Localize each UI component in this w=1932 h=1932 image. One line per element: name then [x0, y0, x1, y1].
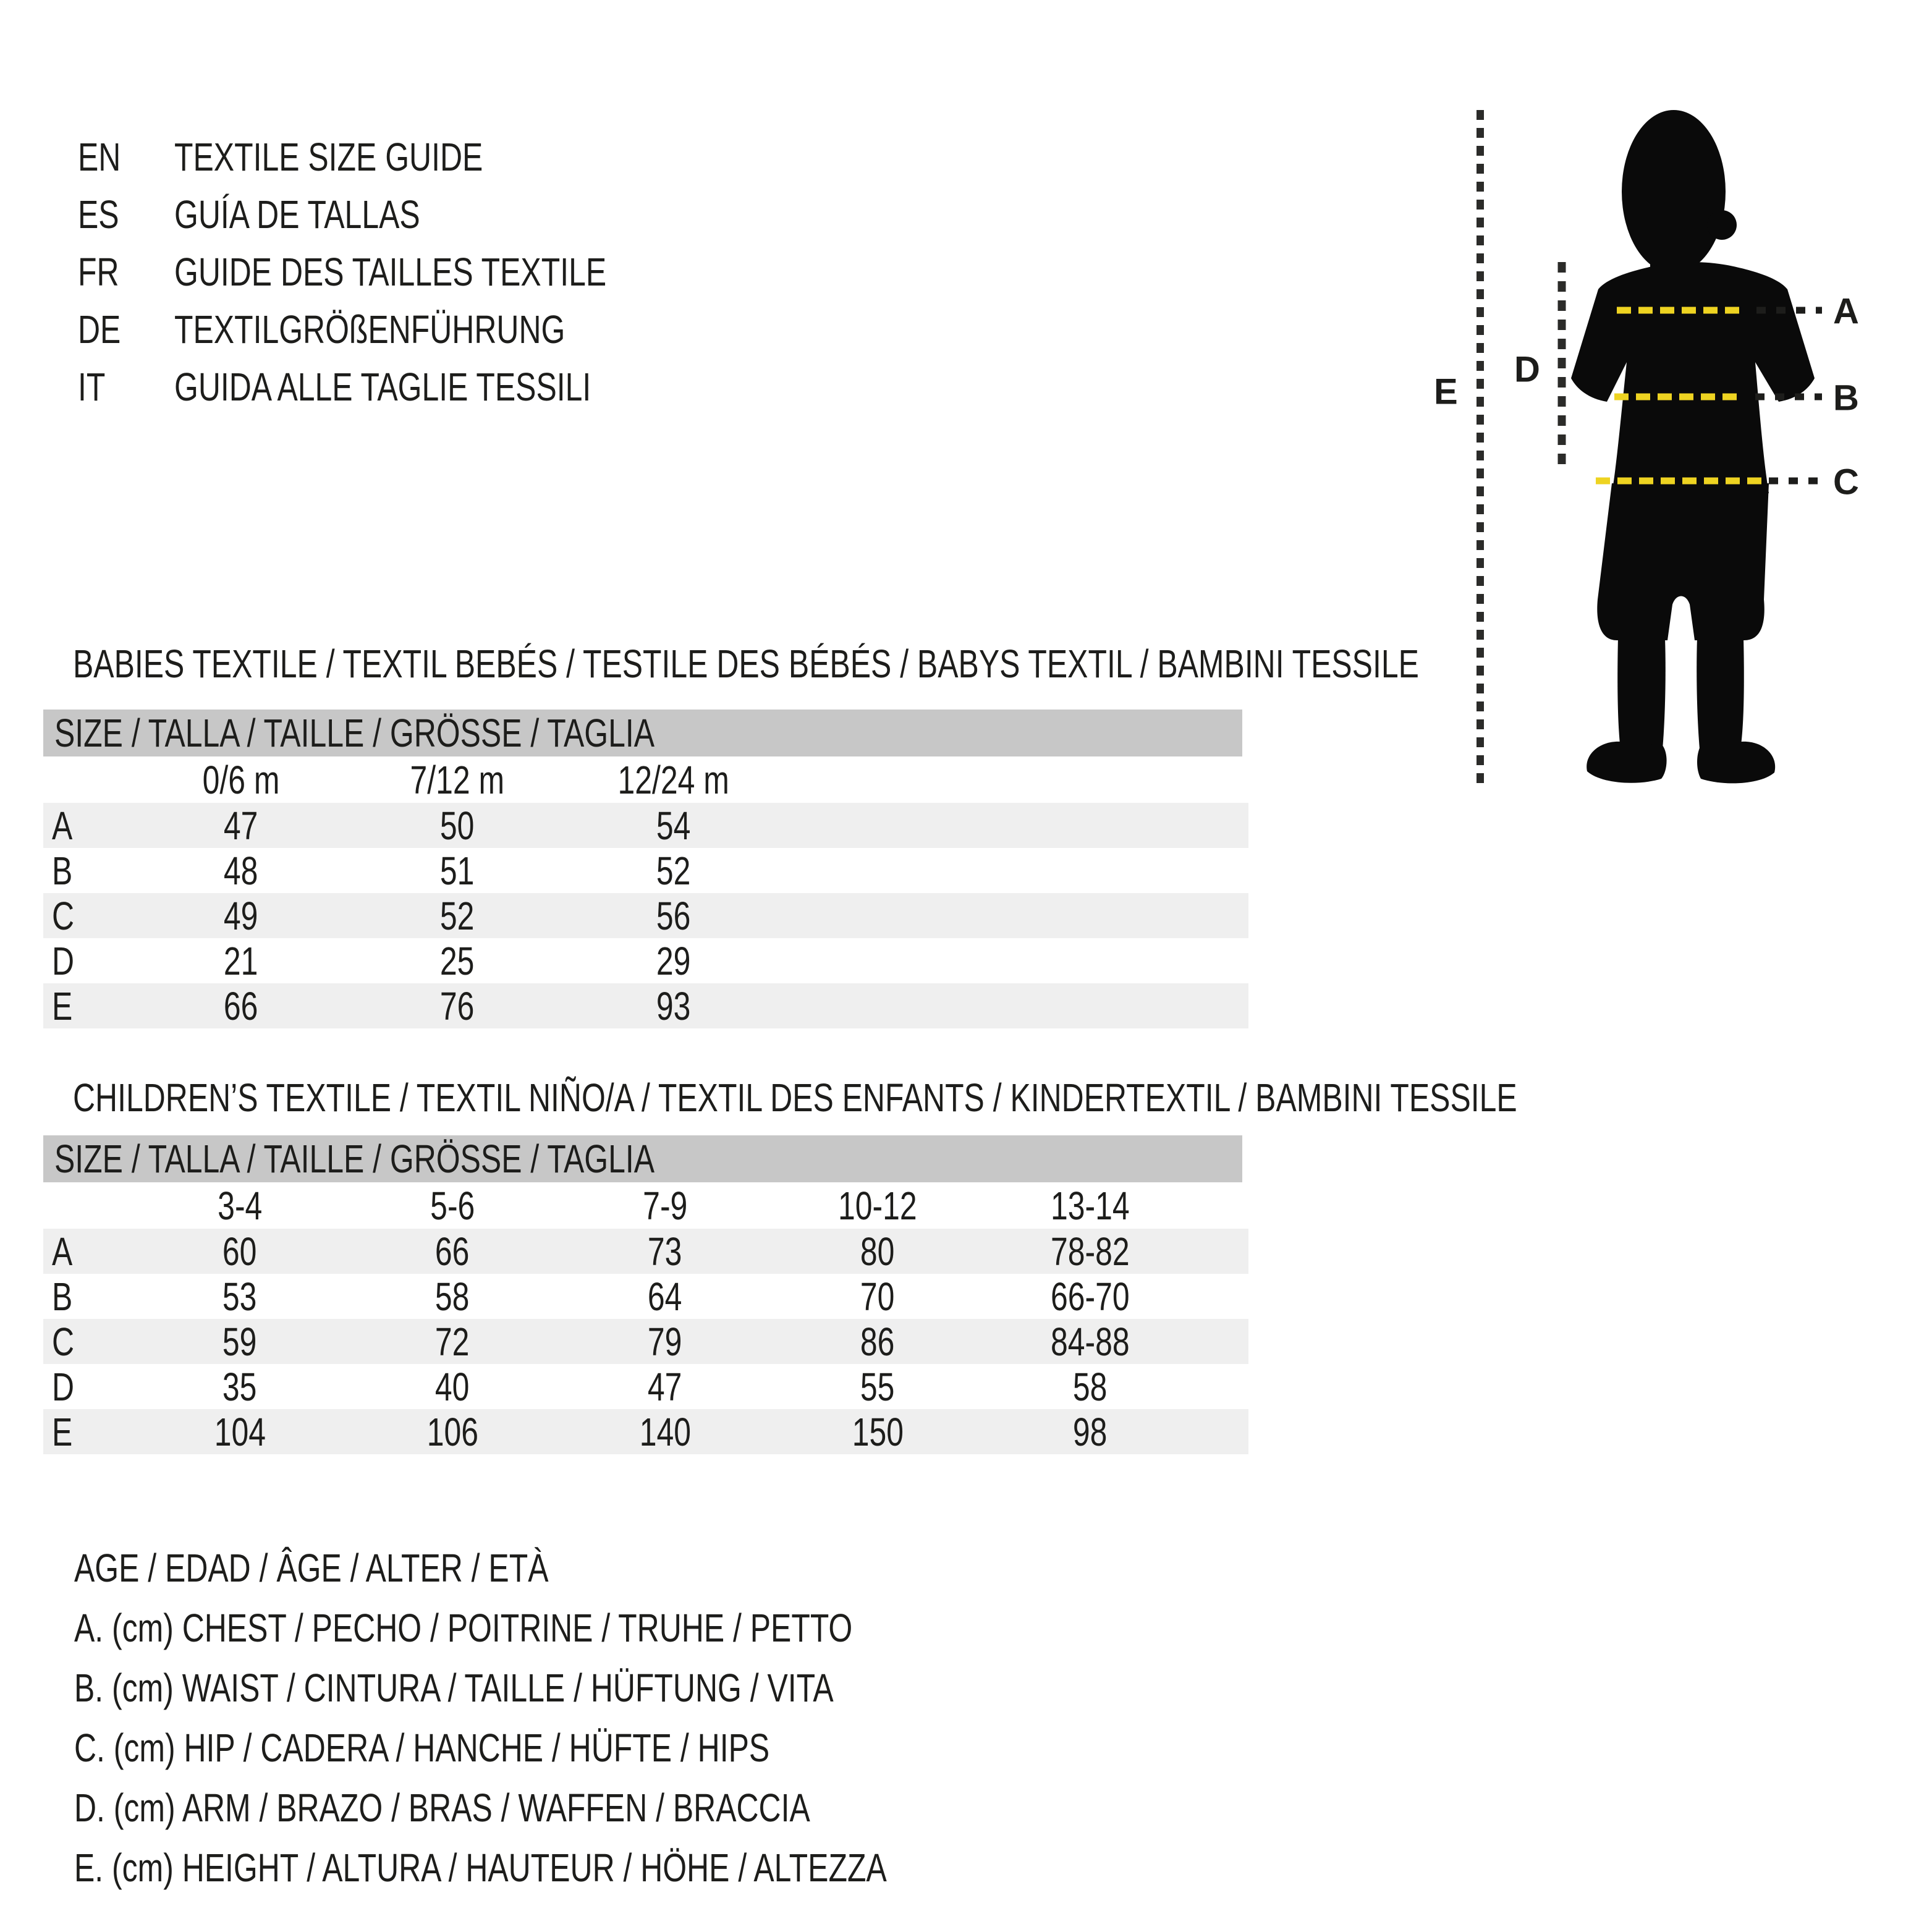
language-code: DE	[78, 307, 121, 352]
row-label: C	[52, 894, 75, 938]
babies-size-table	[43, 710, 1248, 1028]
size-value-cell: 25	[440, 939, 475, 983]
silhouette-ear	[1707, 210, 1737, 240]
size-value-cell: 104	[214, 1410, 266, 1454]
language-row-fr	[78, 244, 728, 301]
legend-line-arm: D. (cm) ARM / BRAZO / BRAS / WAFFEN / BRACCIA	[74, 1786, 810, 1830]
language-code: IT	[78, 365, 106, 409]
size-value-cell: 66	[435, 1229, 470, 1274]
table-row	[43, 1409, 1248, 1454]
column-header: 12/24 m	[617, 757, 730, 802]
row-label: C	[52, 1320, 75, 1364]
children-section-heading	[73, 1074, 1925, 1122]
language-code: FR	[78, 250, 119, 294]
table-row	[43, 1229, 1248, 1274]
babies-column-header-row	[43, 756, 1248, 803]
size-value-cell: 35	[222, 1365, 257, 1409]
size-value-cell: 58	[435, 1274, 470, 1319]
size-value-cell: 64	[648, 1274, 682, 1319]
guide-title: GUIDA ALLE TAGLIE TESSILI	[174, 365, 591, 409]
silhouette-right-shoe	[1697, 742, 1775, 784]
size-value-cell: 86	[860, 1320, 895, 1364]
language-title-list	[78, 129, 728, 416]
row-label: B	[52, 1274, 73, 1319]
size-value-cell: 58	[1073, 1365, 1108, 1409]
column-header: 0/6 m	[202, 757, 280, 802]
size-value-cell: 48	[224, 849, 258, 893]
size-value-cell: 98	[1073, 1410, 1108, 1454]
table-row	[43, 893, 1248, 938]
size-header-label: SIZE / TALLA / TAILLE / GRÖSSE / TAGLIA	[54, 711, 655, 755]
height-label: E	[1434, 371, 1458, 412]
legend-line-age: AGE / EDAD / ÂGE / ALTER / ETÀ	[74, 1546, 549, 1590]
size-value-cell: 150	[852, 1410, 904, 1454]
size-value-cell: 66-70	[1051, 1274, 1130, 1319]
children-heading-text: CHILDREN’S TEXTILE / TEXTIL NIÑO/A / TEXTIL DES ENFANTS / KINDERTEXTIL / BAMBINI TESSILE	[73, 1075, 1517, 1120]
babies-size-header-bar	[43, 710, 1242, 756]
table-row	[43, 983, 1248, 1028]
babies-heading-text: BABIES TEXTILE / TEXTIL BEBÉS / TESTILE DES BÉBÉS / BABYS TEXTIL / BAMBINI TESSILE	[73, 642, 1419, 686]
column-header: 3-4	[217, 1183, 263, 1228]
guide-title: GUÍA DE TALLAS	[174, 192, 420, 237]
babies-section-heading	[73, 640, 1799, 688]
row-label: A	[52, 803, 73, 848]
row-label: D	[52, 1365, 75, 1409]
hip-label: C	[1833, 462, 1859, 502]
children-column-header-row	[43, 1182, 1248, 1229]
column-header: 13-14	[1051, 1183, 1130, 1228]
size-value-cell: 79	[648, 1320, 682, 1364]
language-code: ES	[78, 192, 119, 237]
measurement-legend	[74, 1538, 1116, 1898]
column-header: 5-6	[430, 1183, 475, 1228]
size-value-cell: 93	[656, 984, 691, 1028]
legend-line-chest: A. (cm) CHEST / PECHO / POITRINE / TRUHE / PETTO	[74, 1606, 853, 1650]
size-value-cell: 55	[860, 1365, 895, 1409]
table-row	[43, 938, 1248, 983]
silhouette-left-shoe	[1587, 742, 1666, 783]
size-value-cell: 80	[860, 1229, 895, 1274]
legend-line-hip: C. (cm) HIP / CADERA / HANCHE / HÜFTE / HIPS	[74, 1726, 770, 1770]
size-value-cell: 51	[440, 849, 475, 893]
language-row-de	[78, 301, 728, 358]
size-value-cell: 78-82	[1051, 1229, 1130, 1274]
children-size-table	[43, 1135, 1248, 1454]
size-value-cell: 49	[224, 894, 258, 938]
size-value-cell: 70	[860, 1274, 895, 1319]
row-label: E	[52, 984, 73, 1028]
guide-title: GUIDE DES TAILLES TEXTILE	[174, 250, 607, 294]
column-header: 7/12 m	[410, 757, 505, 802]
size-value-cell: 54	[656, 803, 691, 848]
language-code: EN	[78, 135, 121, 179]
size-value-cell: 52	[440, 894, 475, 938]
size-value-cell: 72	[435, 1320, 470, 1364]
table-row	[43, 1274, 1248, 1319]
language-row-es	[78, 186, 728, 244]
size-value-cell: 140	[639, 1410, 691, 1454]
size-value-cell: 59	[222, 1320, 257, 1364]
table-row	[43, 848, 1248, 893]
size-value-cell: 106	[426, 1410, 478, 1454]
waist-label: B	[1833, 378, 1859, 418]
size-value-cell: 84-88	[1051, 1320, 1130, 1364]
row-label: A	[52, 1229, 73, 1274]
size-value-cell: 50	[440, 803, 475, 848]
size-value-cell: 53	[222, 1274, 257, 1319]
size-value-cell: 52	[656, 849, 691, 893]
size-value-cell: 76	[440, 984, 475, 1028]
legend-line-height: E. (cm) HEIGHT / ALTURA / HAUTEUR / HÖHE / ALTEZZA	[74, 1845, 887, 1890]
table-row	[43, 803, 1248, 848]
size-value-cell: 73	[648, 1229, 682, 1274]
guide-title: TEXTILGRÖßENFÜHRUNG	[174, 307, 566, 352]
chest-label: A	[1833, 291, 1859, 332]
language-row-en	[78, 129, 728, 186]
column-header: 10-12	[838, 1183, 917, 1228]
row-label: E	[52, 1410, 73, 1454]
language-row-it	[78, 358, 728, 416]
size-value-cell: 66	[224, 984, 258, 1028]
guide-title: TEXTILE SIZE GUIDE	[174, 135, 483, 179]
size-value-cell: 47	[224, 803, 258, 848]
row-label: D	[52, 939, 75, 983]
children-size-header-bar	[43, 1135, 1242, 1182]
table-row	[43, 1364, 1248, 1409]
size-value-cell: 29	[656, 939, 691, 983]
silhouette-shirt	[1571, 262, 1815, 493]
size-value-cell: 60	[222, 1229, 257, 1274]
legend-line-waist: B. (cm) WAIST / CINTURA / TAILLE / HÜFTUNG / VITA	[74, 1666, 834, 1710]
size-value-cell: 47	[648, 1365, 682, 1409]
silhouette-shorts	[1597, 483, 1769, 640]
size-header-label: SIZE / TALLA / TAILLE / GRÖSSE / TAGLIA	[54, 1137, 655, 1181]
table-row	[43, 1319, 1248, 1364]
row-label: B	[52, 849, 73, 893]
size-value-cell: 56	[656, 894, 691, 938]
size-value-cell: 40	[435, 1365, 470, 1409]
column-header: 7-9	[642, 1183, 688, 1228]
arm-label: D	[1514, 349, 1540, 390]
size-value-cell: 21	[224, 939, 258, 983]
